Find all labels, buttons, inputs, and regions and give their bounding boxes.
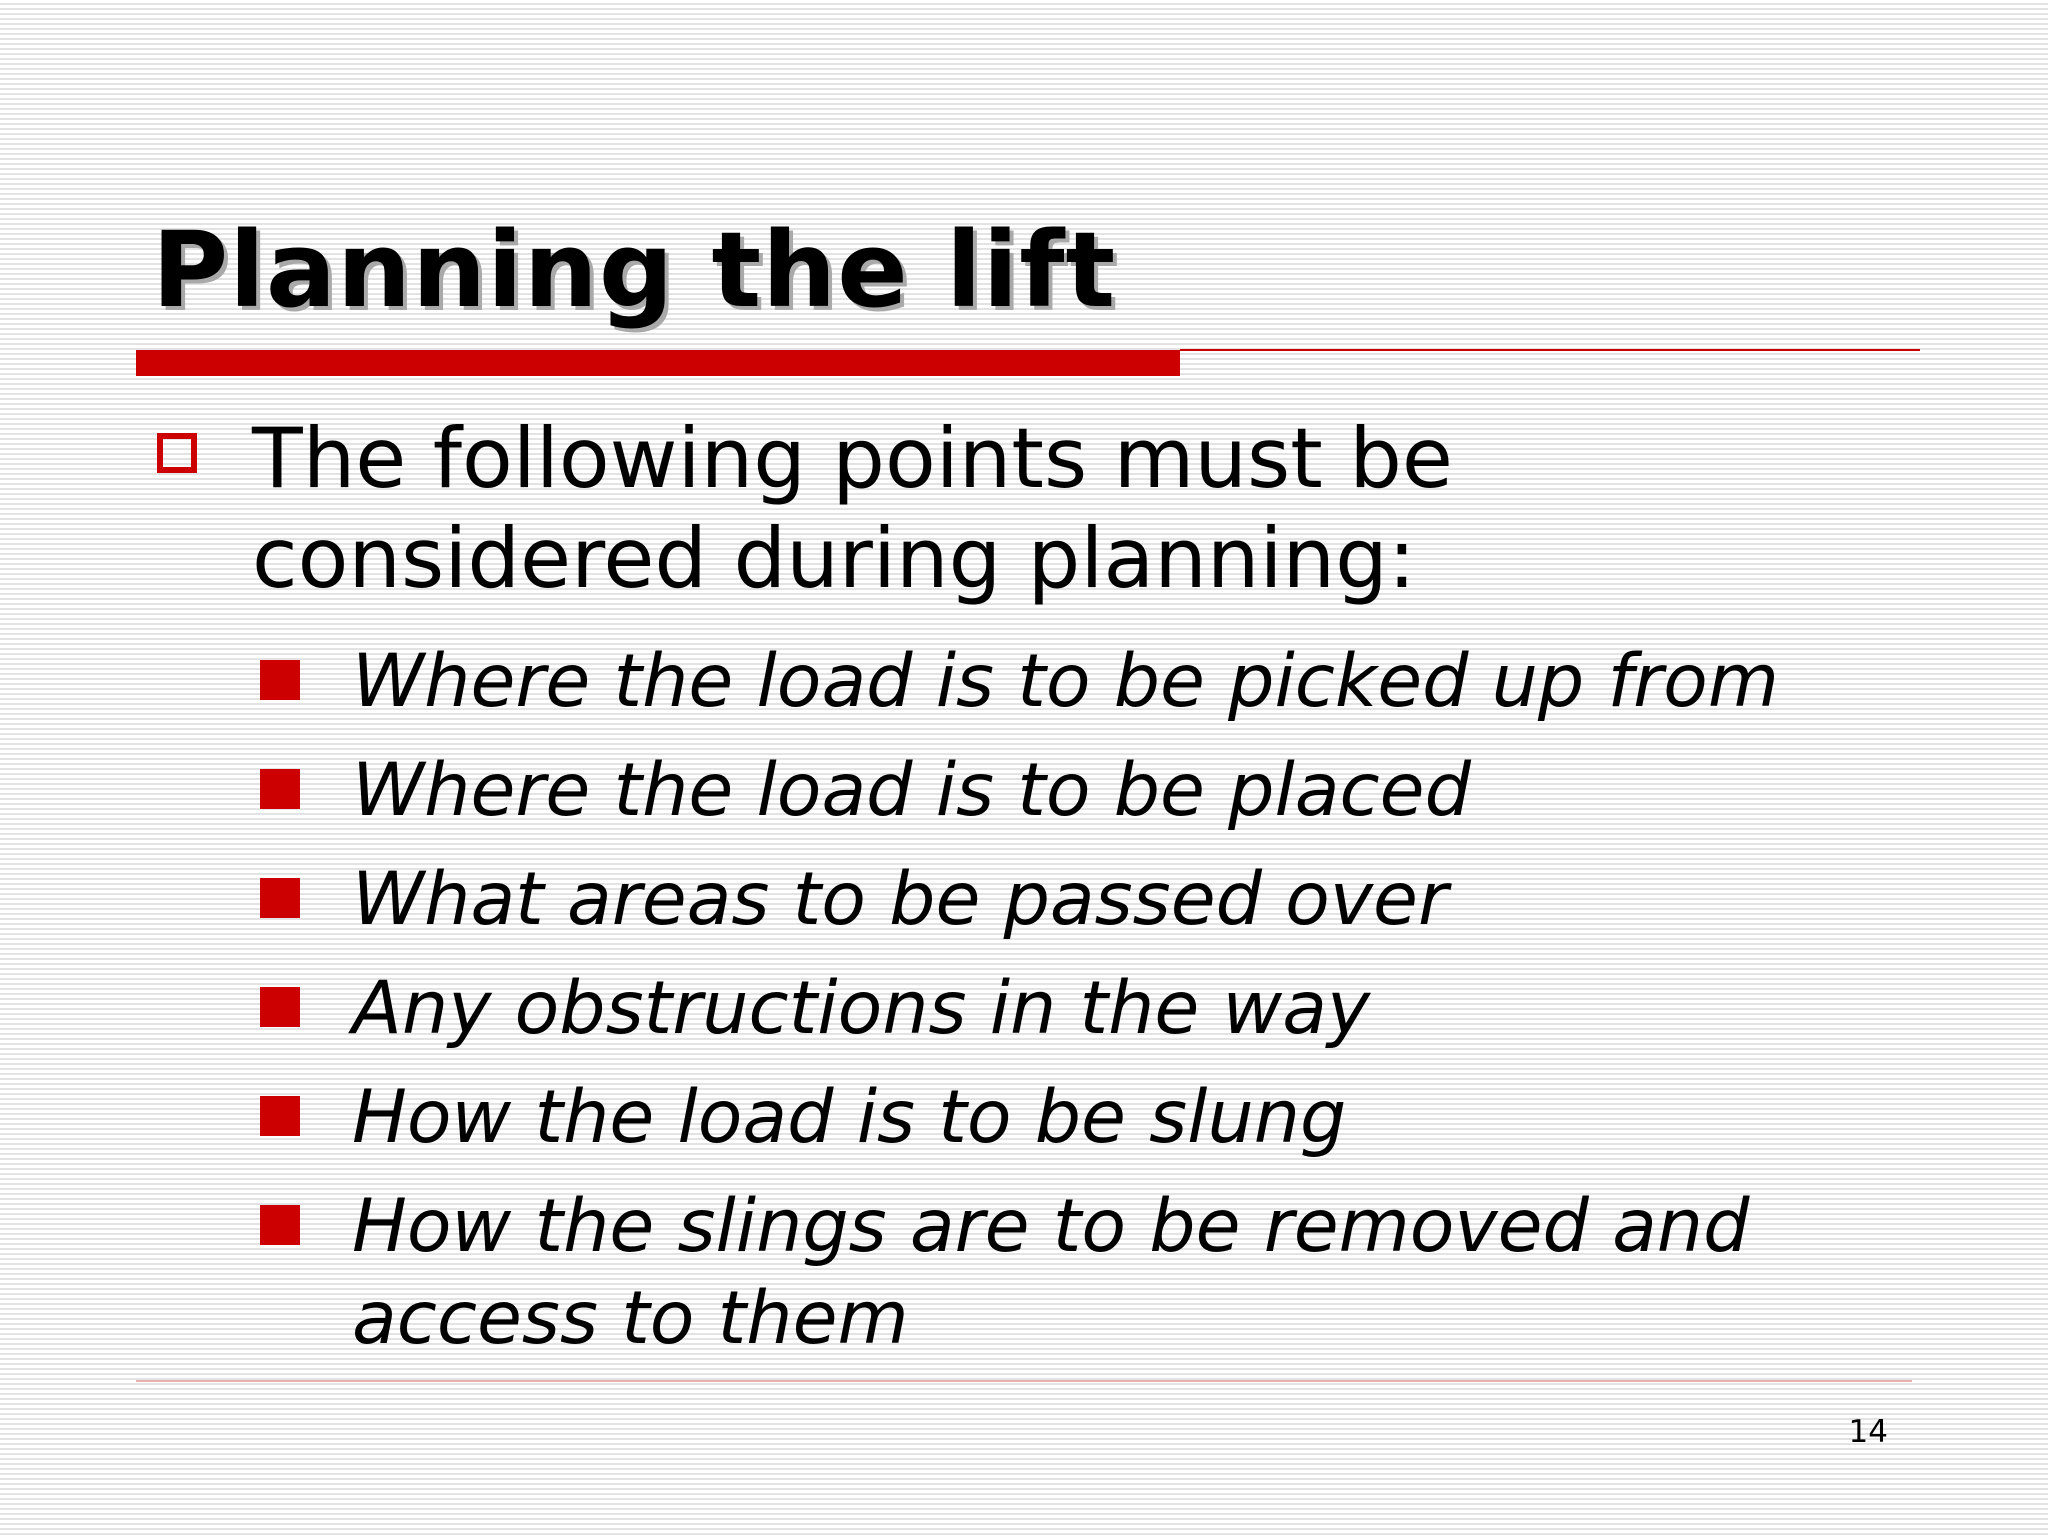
sub-point-text: How the load is to be slung (352, 1075, 1347, 1160)
footer-divider (136, 1380, 1912, 1382)
sub-point-text: Where the load is to be picked up from (352, 639, 1779, 724)
filled-square-bullet-icon (260, 878, 300, 918)
main-point-text: The following points must be considered during planning: (252, 410, 1453, 607)
sub-point-item (258, 1181, 1858, 1365)
sub-point-item (258, 963, 1858, 1055)
slide-title: Planning the lift (152, 209, 1117, 331)
title-underline-thick (136, 350, 1180, 376)
filled-square-bullet-icon (260, 987, 300, 1027)
sub-point-item (258, 854, 1858, 946)
filled-square-bullet-icon (260, 660, 300, 700)
hollow-square-bullet-icon (157, 433, 197, 473)
sub-point-item (258, 745, 1858, 837)
sub-point-item (258, 1072, 1858, 1164)
sub-point-text: Where the load is to be placed (352, 748, 1471, 833)
filled-square-bullet-icon (260, 769, 300, 809)
sub-point-item (258, 636, 1858, 728)
filled-square-bullet-icon (260, 1096, 300, 1136)
sub-point-list (258, 636, 1858, 1382)
sub-point-text: Any obstructions in the way (352, 966, 1371, 1051)
title-underline-thin (1180, 349, 1920, 351)
sub-point-text: What areas to be passed over (352, 857, 1448, 942)
sub-point-text: How the slings are to be removed and access to them (352, 1184, 1750, 1361)
filled-square-bullet-icon (260, 1205, 300, 1245)
page-number: 14 (1848, 1414, 1888, 1450)
